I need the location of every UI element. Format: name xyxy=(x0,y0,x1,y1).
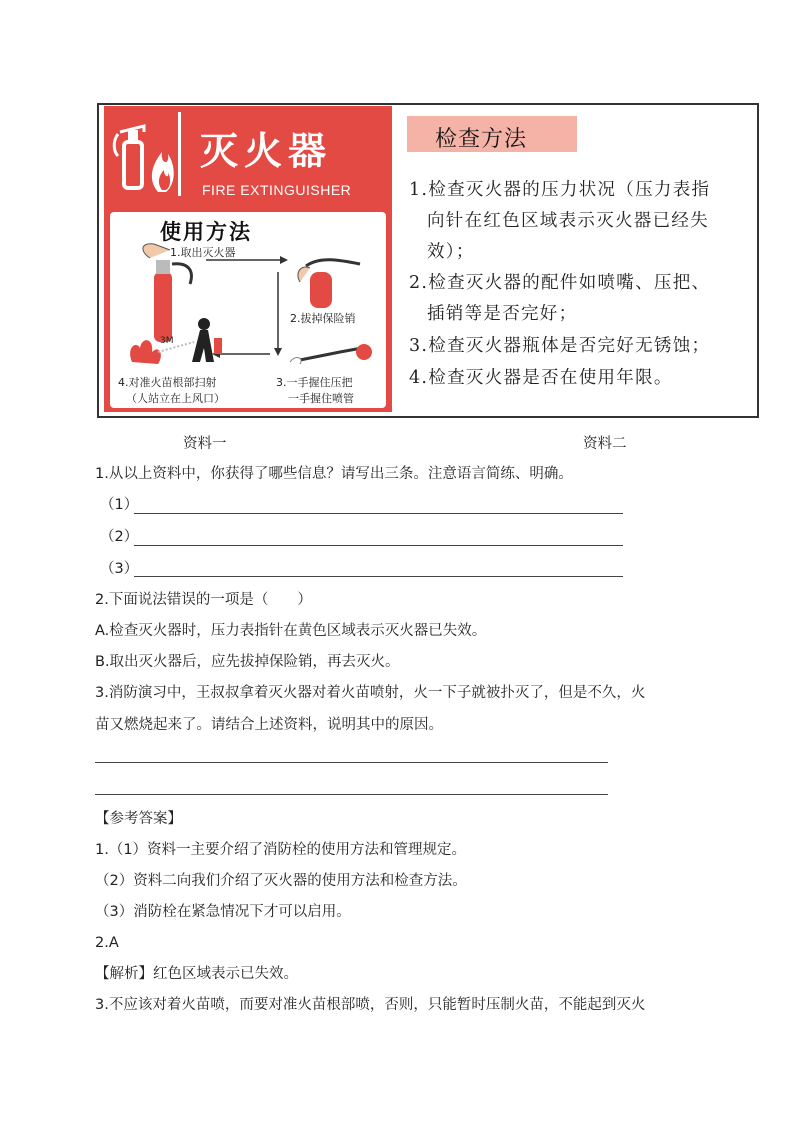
answer-3: 3.不应该对着火苗喷，而要对准火苗根部喷，否则，只能暂时压制火苗，不能起到灭火 xyxy=(95,997,646,1013)
answer-blank-q3-2 xyxy=(95,794,608,795)
caption-left: 资料一 xyxy=(183,436,227,452)
inspection-method-panel xyxy=(397,108,755,413)
answer-heading: 【参考答案】 xyxy=(95,811,182,827)
step-1-label: 1.取出灭火器 xyxy=(170,246,236,259)
inspection-line: 1.检查灭火器的压力状况（压力表指 xyxy=(409,180,711,200)
step-3-label: 3.一手握住压把 xyxy=(276,376,353,389)
answer-1-1: 1.（1）资料一主要介绍了消防栓的使用方法和管理规定。 xyxy=(95,842,467,858)
inspection-title-box xyxy=(407,116,577,152)
usage-title: 使用方法 xyxy=(160,220,252,244)
answer-blank-3 xyxy=(134,576,623,577)
inspection-line: 插销等是否完好； xyxy=(427,304,578,324)
question-1: 1.从以上资料中，你获得了哪些信息？请写出三条。注意语言简练、明确。 xyxy=(95,466,573,482)
step-3-label-line2: 一手握住喷管 xyxy=(288,392,354,405)
sign-header xyxy=(104,106,392,202)
answer-analysis: 【解析】红色区域表示已失效。 xyxy=(95,966,298,982)
sign-title: 灭火器 xyxy=(200,129,333,173)
inspection-line: 3.检查灭火器瓶体是否完好无锈蚀； xyxy=(409,336,711,356)
distance-label: 3M xyxy=(160,336,174,346)
inspection-line: 效）； xyxy=(427,242,475,262)
answer-1-3: （3）消防栓在紧急情况下才可以启用。 xyxy=(95,904,351,920)
extinguisher-usage-sign xyxy=(104,106,392,412)
sign-subtitle: FIRE EXTINGUISHER xyxy=(202,182,352,198)
question-3-line2: 苗又燃烧起来了。请结合上述资料，说明其中的原因。 xyxy=(95,717,443,733)
extinguisher-flame-icon xyxy=(110,112,181,196)
blank-label-2: （2） xyxy=(100,529,139,545)
answer-blank-1 xyxy=(134,513,623,514)
inspection-line: 4.检查灭火器是否在使用年限。 xyxy=(409,368,673,388)
inspection-title: 检查方法 xyxy=(435,127,528,152)
question-2: 2.下面说法错误的一项是（ ） xyxy=(95,592,312,608)
answer-2: 2.A xyxy=(95,935,119,951)
caption-right: 资料二 xyxy=(583,436,627,452)
step-4-label: 4.对准火苗根部扫射 xyxy=(118,376,217,389)
usage-steps-card xyxy=(110,212,386,408)
inspection-line: 向针在红色区域表示灭火器已经失 xyxy=(427,211,709,231)
option-b: B.取出灭火器后，应先拔掉保险销，再去灭火。 xyxy=(95,654,400,670)
inspection-line: 2.检查灭火器的配件如喷嘴、压把、 xyxy=(409,273,711,293)
option-a: A.检查灭火器时，压力表指针在黄色区域表示灭火器已失效。 xyxy=(95,623,487,639)
blank-label-1: （1） xyxy=(100,497,139,513)
answer-blank-2 xyxy=(134,545,623,546)
step-4-label-line2: （人站立在上风口） xyxy=(126,392,225,405)
question-3-line1: 3.消防演习中，王叔叔拿着灭火器对着火苗喷射，火一下子就被扑灭了，但是不久，火 xyxy=(95,685,646,701)
answer-blank-q3-1 xyxy=(95,762,608,763)
blank-label-3: （3） xyxy=(100,561,139,577)
step-2-label: 2.拔掉保险销 xyxy=(290,312,356,325)
answer-1-2: （2）资料二向我们介绍了灭火器的使用方法和检查方法。 xyxy=(95,873,467,889)
